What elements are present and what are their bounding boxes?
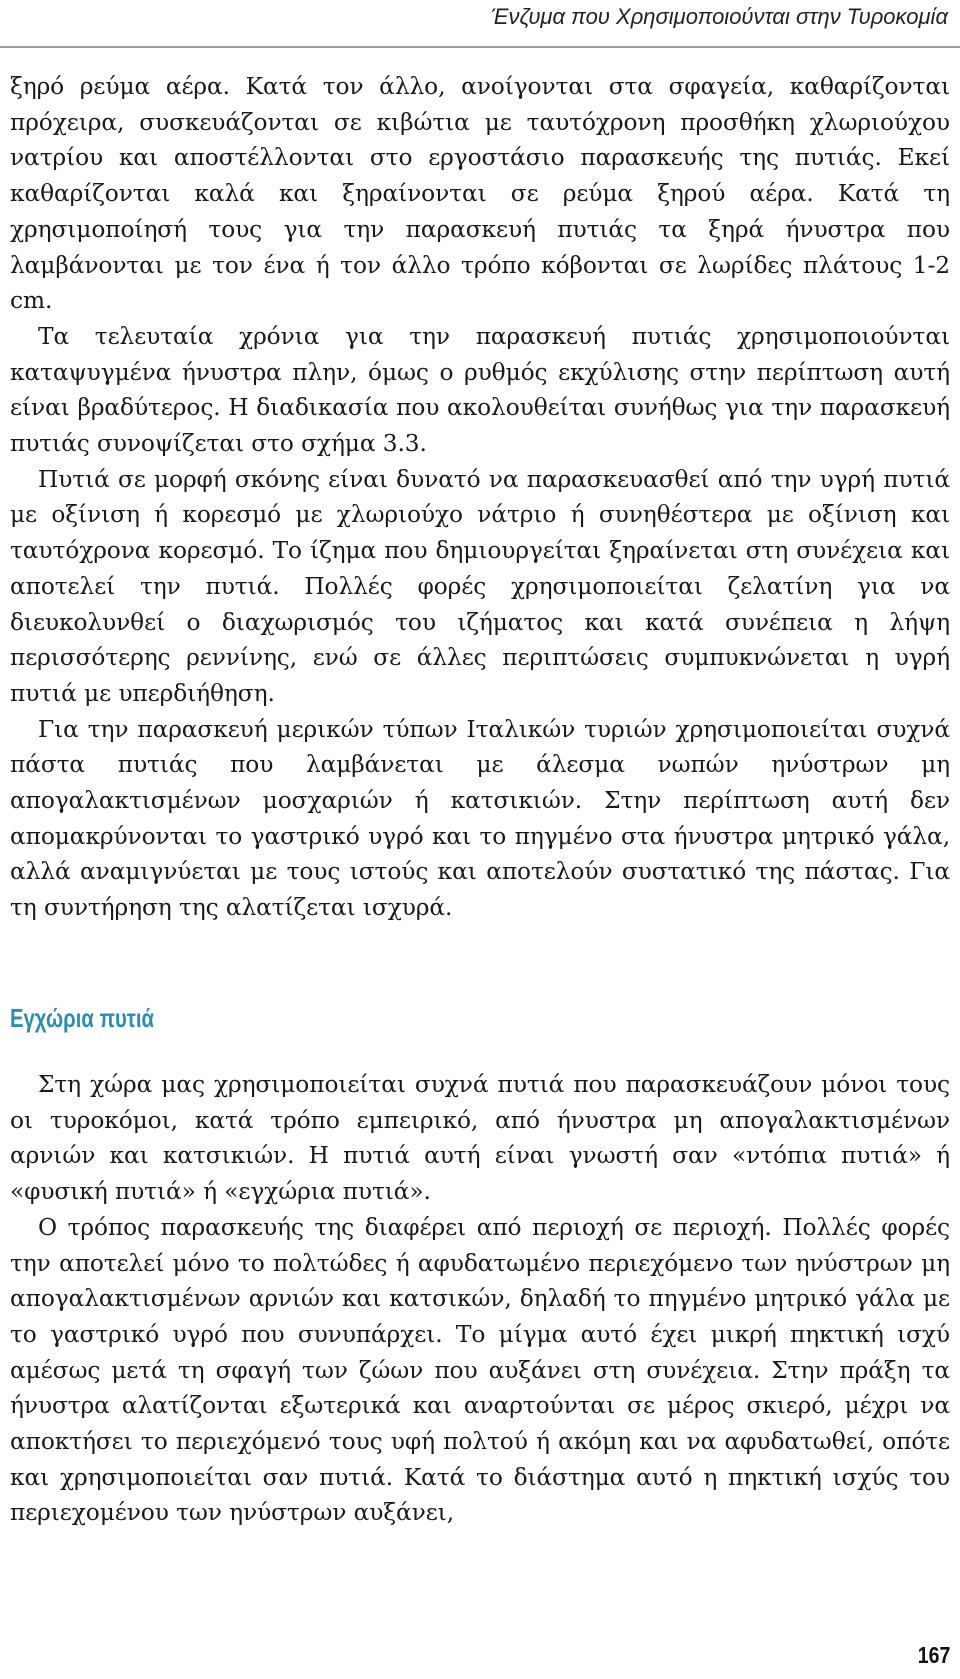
body-text-bottom (10, 1067, 950, 1531)
paragraph: Τα τελευταία χρόνια για την παρασκευή πυτιάς χρησιμοποιούνται καταψυγμένα ήνυστρα πλην, όμως ο ρυθμός εκχύλισης στην περίπτωση αυτή είναι βραδύτερος. Η διαδικασία που ακολουθείται συνήθως για την παρασκευή πυτιάς συνοψίζεται στο σχήμα 3.3. (10, 322, 950, 458)
paragraph: ξηρό ρεύμα αέρα. Κατά τον άλλο, ανοίγονται στα σφαγεία, καθαρίζονται πρόχειρα, συσκευάζονται σε κιβώτια με ταυτόχρονη προσθήκη χλωριούχου νατρίου και αποστέλλονται στο εργοστάσιο παρασκευής της πυτιάς. Εκεί καθαρίζονται καλά και ξηραίνονται σε ρεύμα ξηρού αέρα. Κατά τη χρησιμοποίησή τους για την παρασκευή πυτιάς τα ξηρά ήνυστρα που λαμβάνονται με τον ένα ή τον άλλο τρόπο κόβονται σε λωρίδες πλάτους 1-2 cm. (10, 73, 950, 315)
running-header: Ένζυμα που Χρησιμοποιούνται στην Τυροκομία (491, 4, 948, 29)
body-text-top (10, 69, 950, 926)
section-heading: Εγχώρια πυτιά (10, 1003, 154, 1033)
paragraph: Στη χώρα μας χρησιμοποιείται συχνά πυτιά που παρασκευάζουν μόνοι τους οι τυροκόμοι, κατά τρόπο εμπειρικό, από ήνυστρα μη απογαλακτισμένων αρνιών και κατσικιών. Η πυτιά αυτή είναι γνωστή σαν «ντόπια πυτιά» ή «φυσική πυτιά» ή «εγχώρια πυτιά». (10, 1071, 950, 1206)
header-rule (0, 46, 960, 48)
paragraph: Για την παρασκευή μερικών τύπων Ιταλικών τυριών χρησιμοποιείται συχνά πάστα πυτιάς που λαμβάνεται με άλεσμα νωπών ηνύστρων μη απογαλακτισμένων μοσχαριών ή κατσικιών. Στην περίπτωση αυτή δεν απομακρύνονται το γαστρικό υγρό και το πηγμένο στα ήνυστρα μητρικό γάλα, αλλά αναμιγνύεται με τους ιστούς και αποτελούν συστατικό της πάστας. Για τη συντήρηση της αλατίζεται ισχυρά. (10, 715, 950, 922)
paragraph: Ο τρόπος παρασκευής της διαφέρει από περιοχή σε περιοχή. Πολλές φορές την αποτελεί μόνο το πολτώδες ή αφυδατωμένο περιεχόμενο των ηνύστρων μη απογαλακτισμένων αρνιών και κατσικών, δηλαδή το πηγμένο μητρικό γάλα με το γαστρικό υγρό που συνυπάρχει. Το μίγμα αυτό έχει μικρή πηκτική ισχύ αμέσως μετά τη σφαγή των ζώων που αυξάνει στη συνέχεια. Στην πράξη τα ήνυστρα αλατίζονται εξωτερικά και αναρτούνται σε μέρος σκιερό, μέχρι να αποκτήσει το περιεχόμενό τους υφή πολτού ή ακόμη και να αφυδατωθεί, οπότε και χρησιμοποιείται σαν πυτιά. Κατά το διάστημα αυτό η πηκτική ισχύς του περιεχομένου των ηνύστρων αυξάνει, (10, 1213, 950, 1527)
paragraph: Πυτιά σε μορφή σκόνης είναι δυνατό να παρασκευασθεί από την υγρή πυτιά με οξίνιση ή κορεσμό με χλωριούχο νάτριο ή συνηθέστερα με οξίνιση και ταυτόχρονα κορεσμό. Το ίζημα που δημιουργείται ξηραίνεται στη συνέχεια και αποτελεί την πυτιά. Πολλές φορές χρησιμοποιείται ζελατίνη για να διευκολυνθεί ο διαχωρισμός του ιζήματος και κατά συνέπεια η λήψη περισσότερης ρεννίνης, ενώ σε άλλες περιπτώσεις συμπυκνώνεται η υγρή πυτιά με υπερδιήθηση. (10, 465, 950, 707)
page-number: 167 (917, 1642, 950, 1668)
